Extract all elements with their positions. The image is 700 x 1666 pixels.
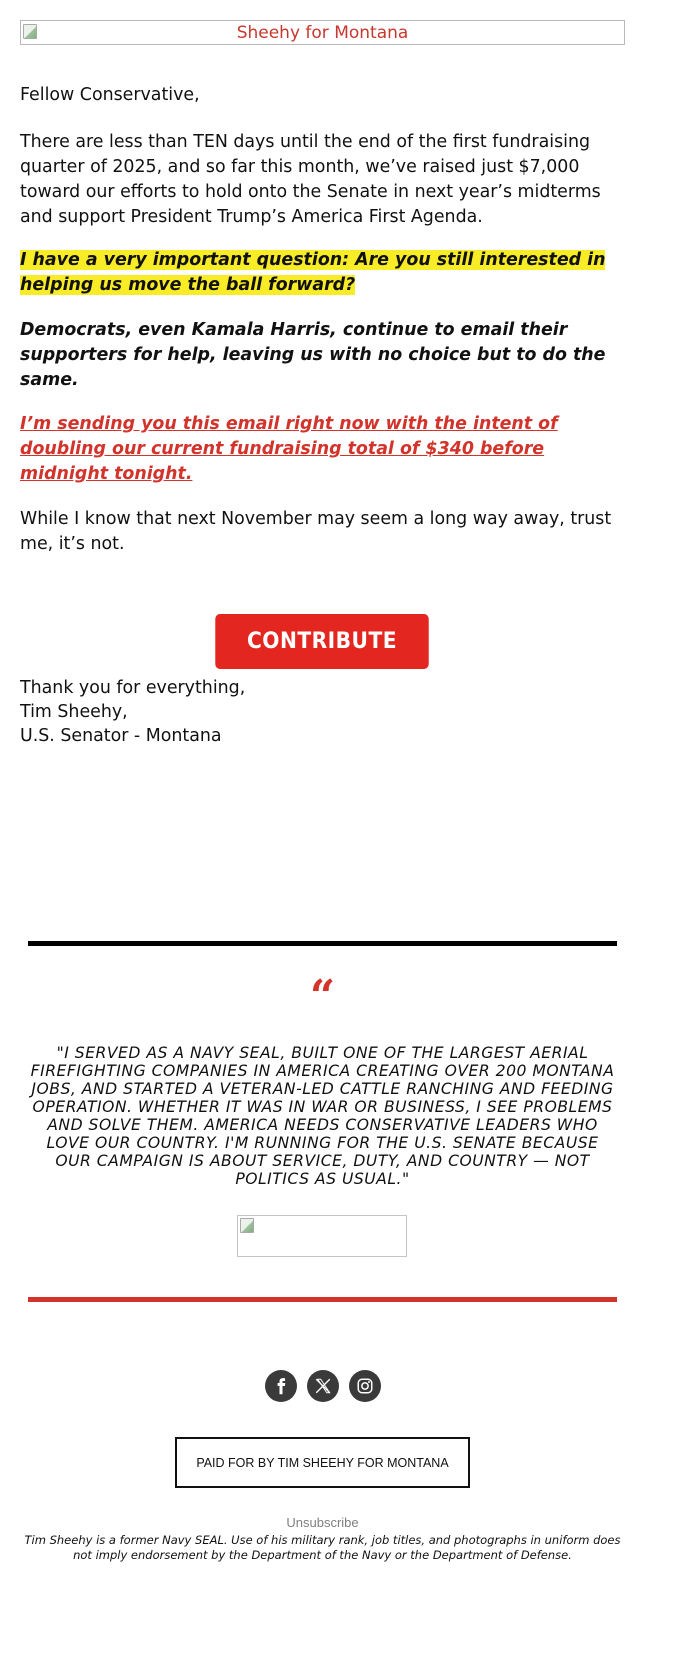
instagram-icon[interactable] bbox=[349, 1370, 381, 1402]
signature-image bbox=[237, 1215, 407, 1257]
paid-for-disclaimer-box bbox=[175, 1437, 470, 1488]
important-question bbox=[20, 248, 625, 298]
signoff: Thank you for everything, bbox=[20, 678, 246, 698]
signer-name: Tim Sheehy, bbox=[20, 702, 128, 722]
greeting: Fellow Conservative, bbox=[20, 85, 200, 105]
november-paragraph: While I know that next November may seem a long way away, trust me, it’s not. bbox=[20, 509, 612, 554]
email-body bbox=[20, 20, 625, 746]
social-links bbox=[0, 1370, 645, 1402]
donation-link[interactable]: I’m sending you this email right now with the intent of doubling our current fundraising total of $340 before midnight tonight. bbox=[20, 414, 558, 484]
contribute-now-button[interactable]: CONTRIBUTE NOW bbox=[215, 614, 428, 669]
donation-link-paragraph bbox=[20, 412, 625, 487]
broken-image-icon bbox=[240, 1218, 254, 1233]
divider-black bbox=[28, 941, 617, 946]
democrats-paragraph: Democrats, even Kamala Harris, continue to email their supporters for help, leaving us with no choice but to do the same. bbox=[20, 320, 606, 390]
divider-red bbox=[28, 1297, 617, 1302]
paid-for-text: PAID FOR BY TIM SHEEHY FOR MONTANA bbox=[196, 1455, 449, 1470]
header-image-alt-text: Sheehy for Montana bbox=[236, 23, 409, 43]
unsubscribe-link[interactable]: Unsubscribe bbox=[286, 1515, 359, 1530]
facebook-icon[interactable] bbox=[265, 1370, 297, 1402]
quote-mark-icon: “ bbox=[309, 971, 336, 1022]
military-disclaimer: Tim Sheehy is a former Navy SEAL. Use of his military rank, job titles, and photographs in uniform does not imply endorsement by the Department of the Navy or the Department of Defense. bbox=[24, 1533, 621, 1562]
header-image[interactable] bbox=[20, 20, 625, 45]
signer-title: U.S. Senator - Montana bbox=[20, 726, 222, 746]
x-icon[interactable] bbox=[307, 1370, 339, 1402]
highlighted-question: I have a very important question: Are you still interested in helping us move the ball forward? bbox=[20, 250, 606, 295]
paragraph-fundraising-quarter: There are less than TEN days until the end of the first fundraising quarter of 2025, and so far this month, we’ve raised just $7,000 toward our efforts to hold onto the Senate in next year’s midterms and support President Trump’s America First Agenda. bbox=[20, 132, 601, 227]
candidate-quote: "I SERVED AS A NAVY SEAL, BUILT ONE OF THE LARGEST AERIAL FIREFIGHTING COMPANIES IN AMERICA CREATING OVER 200 MONTANA JOBS, AND STARTED A VETERAN-LED CATTLE RANCHING AND FEEDING OPERATION. WHETHER IT WAS IN WAR OR BUSINESS, I SEE PROBLEMS AND SOLVE THEM. AMERICA NEEDS CONSERVATIVE LEADERS WHO LOVE OUR COUNTRY. I'M RUNNING FOR THE U.S. SENATE BECAUSE OUR CAMPAIGN IS ABOUT SERVICE, DUTY, AND COUNTRY — NOT POLITICS AS USUAL." bbox=[30, 1044, 615, 1188]
